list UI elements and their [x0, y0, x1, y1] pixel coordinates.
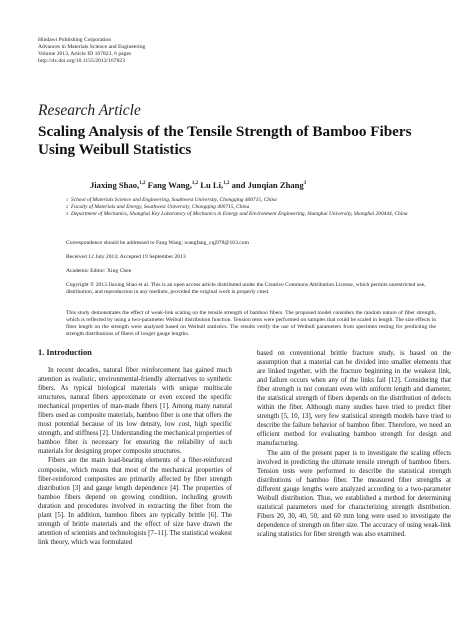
body-paragraph: The aim of the present paper is to investigate the scaling effects involved in predicting the ultimate tensile strength of bamboo fibers. Tension tests were performed to describe the statistical strength distributions of bamboo fiber. The measured fiber strengths at different gauge lengths were analyzed according to a two-parameter Weibull distribution. Thus, we established a method for determining statistical parameters used for characterizing strength distribution. Fibers 20, 30, 40, 50, and 60 mm long were used to investigate the dependence of strength on fiber size. The accuracy of using weak-link scaling statistics for fiber strength was also examined.: [257, 449, 451, 538]
publisher-line: Hindawi Publishing Corporation: [38, 37, 112, 43]
affiliation-text: School of Materials Science and Engineering, Southwest University, Chongqing 400715, China: [71, 197, 277, 203]
volume-line: Volume 2013, Article ID 167823, 6 pages: [38, 51, 132, 57]
section-heading: 1. Introduction: [38, 348, 92, 357]
affiliation-text: Faculty of Materials and Energy, Southwest University, Chongqing 400715, China: [71, 204, 250, 210]
author-affil-ref: 1,2: [139, 181, 146, 187]
paper-title: Scaling Analysis of the Tensile Strength of Bamboo Fibers Using Weibull Statistics: [38, 123, 412, 158]
affiliation-number: 1: [66, 197, 68, 202]
correspondence: Correspondence should be addressed to Fang Wang; wangfang_cqj978@163.com: [66, 240, 249, 246]
abstract: This study demonstrates the effect of weak-link scaling on the tensile strength of bamboo fibers. The proposed model considers the random nature of fiber strength, which is reflected by using a two-parameter Weibull distribution function. Tension tests were performed on samples that could be scaled in length. The size effects in fiber length on the strength were analyzed based on Weibull statistics. The results verify the use of Weibull parameters from specimen testing for predicting the strength distributions of fibers of longer gauge lengths.: [66, 310, 436, 337]
academic-editor: Academic Editor: Xing Chen: [66, 268, 132, 274]
author-name: and Junqian Zhang: [229, 180, 304, 190]
affiliation-item: [66, 204, 436, 211]
author-affil-ref: 3: [303, 181, 307, 187]
right-column: [257, 349, 451, 539]
journal-line: Advances in Materials Science and Engineering: [38, 44, 146, 50]
author-name: Jiaxing Shao,: [90, 180, 140, 190]
left-column: [38, 348, 232, 547]
body-paragraph: In recent decades, natural fiber reinforcement has gained much attention as realistic, environmental-friendly alternatives to synthetic fibers. As typical biological materials with unique multiscale structures, natural fibers approximate or even exceed the specific mechanical properties of man-made fibers [1]. Among many natural fibers used as composite materials, bamboo fiber is one that offers the most potential because of its low density, low cost, high specific strength, and stiffness [2]. Understanding the mechanical properties of bamboo fiber is necessary for ensuring the reliability of such materials for designing proper composite structures.: [38, 367, 232, 456]
received-accepted-dates: Received 12 July 2013; Accepted 19 September 2013: [66, 254, 186, 260]
article-type: Research Article: [38, 102, 141, 119]
affiliation-number: 3: [66, 211, 68, 216]
affiliation-item: [66, 197, 436, 204]
author-name: Lu Li,: [198, 180, 224, 190]
copyright-notice: Copyright © 2013 Jiaxing Shao et al. This is an open access article distributed under the Creative Commons Attribution License, which permits unrestricted use, distribution, and reproduction in any medium, provided the original work is properly cited.: [66, 282, 426, 295]
author-name: Fang Wang,: [145, 180, 192, 190]
affiliations: [66, 197, 436, 218]
author-affil-ref: 1,2: [223, 181, 230, 187]
body-paragraph: based on conventional brittle fracture study, is based on the assumption that a material can be divided into smaller elements that are linked together, with the fracture beginning in the weakest link, and failure occurs when any of the links fail [12]. Considering that fiber strength is not constant even with uniform length and diameter, the statistical strength of fibers depends on the distribution of defects within the fiber. Although many studies have tried to predict fiber strength [5, 10, 13], very few statistical strength models have tried to describe the failure behavior of bamboo fiber. Therefore, we need an efficient method for evaluating bamboo strength for design and manufacturing.: [257, 350, 451, 448]
affiliation-text: Department of Mechanics, Shanghai Key Laboratory of Mechanics in Energy and Environment Engineering, Shanghai University, Shanghai 200444, China: [71, 211, 408, 217]
body-paragraph: Fibers are the main load-bearing elements of a fiber-reinforced composite, which means that most of the mechanical properties of fiber-reinforced composites are primarily affected by fiber strength distribution [3] and gauge length dependence [4]. The properties of bamboo fibers depend on growing condition, including growth duration and procedures involved in extracting the fiber from the plant [5]. In addition, bamboo fibers are typically brittle [6]. The strength of brittle materials and the effect of size have drawn the attention of scientists and technologists [7–11]. The statistical weakest link theory, which was formulated: [38, 457, 232, 546]
affiliation-number: 2: [66, 204, 68, 209]
author-list: [90, 180, 430, 190]
author-affil-ref: 1,2: [191, 181, 199, 187]
affiliation-item: [66, 211, 436, 218]
journal-header: [38, 37, 438, 65]
doi-link[interactable]: http://dx.doi.org/10.1155/2013/167823: [38, 58, 125, 64]
